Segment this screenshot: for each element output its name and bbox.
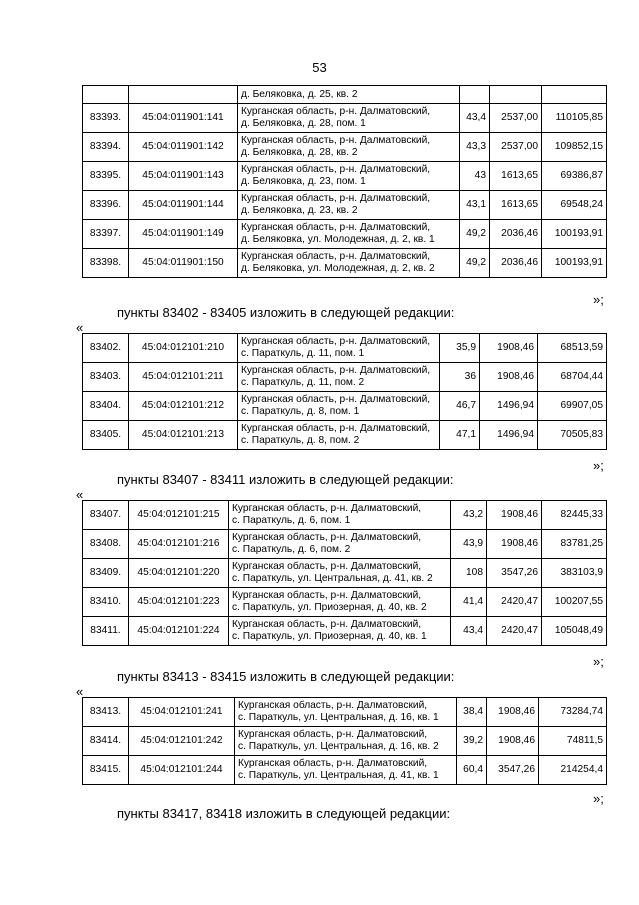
unit-price: 1496,94 [480,392,538,421]
address-line-1: Курганская область, р-н. Далматовский, [241,106,431,117]
cadastral-number: 45:04:011901:141 [129,104,238,133]
cadastral-number: 45:04:012101:242 [129,727,235,756]
address-line-1: Курганская область, р-н. Далматовский, [241,365,431,376]
register-table-2 [82,333,607,450]
row-number: 83393. [83,104,129,133]
area: 108 [451,559,487,588]
area: 36 [440,363,480,392]
cadastral-value: 68704,44 [538,363,607,392]
row-number: 83403. [83,363,129,392]
row-number: 83410. [83,588,129,617]
address-line-1: Курганская область, р-н. Далматовский, [232,503,422,514]
table-row [83,756,607,785]
table-row [83,727,607,756]
address [238,86,460,104]
unit-price: 1613,65 [490,191,542,220]
address-line-1: Курганская область, р-н. Далматовский, [241,135,431,146]
area: 49,2 [460,220,490,249]
cadastral-value: 70505,83 [538,421,607,450]
area: 43,1 [460,191,490,220]
cadastral-number: 45:04:012101:210 [129,334,238,363]
unit-price: 1496,94 [480,421,538,450]
table-row [83,104,607,133]
row-number: 83397. [83,220,129,249]
address-line-2: с. Параткуль, д. 6, пом. 2 [232,544,351,555]
row-number [83,86,129,104]
table-row [83,191,607,220]
table-row [83,698,607,727]
final-heading: пункты 83417, 83418 изложить в следующей редакции: [117,806,451,821]
cadastral-value [542,86,607,104]
cadastral-value: 105048,49 [542,617,607,646]
table-row [83,249,607,278]
address [238,162,460,191]
address-line-2: д. Беляковка, ул. Молодежная, д. 2, кв. 2 [241,263,435,274]
row-number: 83405. [83,421,129,450]
cadastral-value: 83781,25 [542,530,607,559]
table-row [83,588,607,617]
table-row [83,559,607,588]
table-row [83,501,607,530]
register-table-4 [82,697,607,785]
address [238,133,460,162]
table-row [83,392,607,421]
cadastral-number: 45:04:012101:244 [129,756,235,785]
open-quote: « [76,487,84,502]
row-number: 83402. [83,334,129,363]
area: 43,2 [451,501,487,530]
close-quote: »; [593,791,604,806]
address-line-2: с. Параткуль, ул. Приозерная, д. 40, кв. 2 [232,602,427,613]
cadastral-number: 45:04:011901:150 [129,249,238,278]
row-number: 83409. [83,559,129,588]
cadastral-number: 45:04:012101:224 [129,617,229,646]
row-number: 83396. [83,191,129,220]
unit-price: 1908,46 [487,530,542,559]
table-row [83,617,607,646]
cadastral-value: 110105,85 [542,104,607,133]
table-row [83,86,607,104]
area: 43,4 [451,617,487,646]
area: 60,4 [457,756,487,785]
cadastral-number: 45:04:012101:220 [129,559,229,588]
area: 38,4 [457,698,487,727]
address-line-2: с. Параткуль, д. 6, пом. 1 [232,515,351,526]
cadastral-value: 74811,5 [539,727,607,756]
row-number: 83398. [83,249,129,278]
close-quote: »; [593,654,604,669]
address-line-1: Курганская область, р-н. Далматовский, [241,394,431,405]
unit-price: 1908,46 [487,501,542,530]
area: 43 [460,162,490,191]
unit-price: 1613,65 [490,162,542,191]
address [229,617,451,646]
row-number: 83394. [83,133,129,162]
cadastral-value: 82445,33 [542,501,607,530]
row-number: 83395. [83,162,129,191]
cadastral-value: 69548,24 [542,191,607,220]
table-row [83,220,607,249]
cadastral-value: 69907,05 [538,392,607,421]
address [238,392,440,421]
area: 43,3 [460,133,490,162]
unit-price: 2420,47 [487,588,542,617]
unit-price: 2036,46 [490,220,542,249]
section-heading: пункты 83407 - 83411 изложить в следующей редакции: [117,472,454,487]
address [238,191,460,220]
unit-price: 1908,46 [487,727,539,756]
table-row [83,530,607,559]
address-line-1: Курганская область, р-н. Далматовский, [238,758,428,769]
address-line-2: д. Беляковка, д. 23, пом. 1 [241,176,366,187]
register-table-1 [82,85,607,278]
cadastral-value: 100207,55 [542,588,607,617]
close-quote: »; [593,292,604,307]
area: 46,7 [440,392,480,421]
cadastral-value: 109852,15 [542,133,607,162]
cadastral-number: 45:04:012101:223 [129,588,229,617]
unit-price: 1908,46 [487,698,539,727]
cadastral-number: 45:04:012101:216 [129,530,229,559]
unit-price: 2537,00 [490,104,542,133]
unit-price [490,86,542,104]
cadastral-value: 73284,74 [539,698,607,727]
row-number: 83407. [83,501,129,530]
row-number: 83411. [83,617,129,646]
row-number: 83414. [83,727,129,756]
area: 41,4 [451,588,487,617]
area: 49,2 [460,249,490,278]
table-row [83,133,607,162]
address [229,501,451,530]
cadastral-number: 45:04:012101:215 [129,501,229,530]
cadastral-number: 45:04:011901:142 [129,133,238,162]
cadastral-value: 69386,87 [542,162,607,191]
cadastral-number [129,86,238,104]
row-number: 83415. [83,756,129,785]
close-quote: »; [593,458,604,473]
address-line-2: с. Параткуль, ул. Центральная, д. 41, кв. 1 [238,770,439,781]
cadastral-value: 214254,4 [539,756,607,785]
address-line-2: с. Параткуль, д. 8, пом. 1 [241,406,360,417]
area: 39,2 [457,727,487,756]
table-row [83,162,607,191]
area: 47,1 [440,421,480,450]
address [229,559,451,588]
row-number: 83404. [83,392,129,421]
cadastral-number: 45:04:012101:212 [129,392,238,421]
address [235,698,457,727]
address-line-1: Курганская область, р-н. Далматовский, [232,561,422,572]
address-line-1: Курганская область, р-н. Далматовский, [232,590,422,601]
address [238,363,440,392]
open-quote: « [76,320,84,335]
unit-price: 2036,46 [490,249,542,278]
address-line-2: с. Параткуль, д. 8, пом. 2 [241,435,360,446]
area [460,86,490,104]
address-line-1: Курганская область, р-н. Далматовский, [241,336,431,347]
address-line-1: Курганская область, р-н. Далматовский, [241,423,431,434]
address [238,334,440,363]
row-number: 83413. [83,698,129,727]
unit-price: 2420,47 [487,617,542,646]
cadastral-number: 45:04:011901:144 [129,191,238,220]
address [238,421,440,450]
address-line-2: д. Беляковка, ул. Молодежная, д. 2, кв. 1 [241,234,435,245]
address-line-1: Курганская область, р-н. Далматовский, [232,619,422,630]
row-number: 83408. [83,530,129,559]
cadastral-value: 100193,91 [542,249,607,278]
address-line-2: д. Беляковка, д. 23, кв. 2 [241,205,358,216]
area: 35,9 [440,334,480,363]
address [229,530,451,559]
open-quote: « [76,684,84,699]
cadastral-number: 45:04:012101:241 [129,698,235,727]
cadastral-value: 383103,9 [542,559,607,588]
address [235,756,457,785]
address-line-1: Курганская область, р-н. Далматовский, [238,700,428,711]
area: 43,4 [460,104,490,133]
area: 43,9 [451,530,487,559]
address-line-1: Курганская область, р-н. Далматовский, [241,164,431,175]
unit-price: 1908,46 [480,334,538,363]
address-line-1: д. Беляковка, д. 25, кв. 2 [241,88,358,100]
cadastral-value: 100193,91 [542,220,607,249]
address-line-2: с. Параткуль, д. 11, пом. 2 [241,377,365,388]
unit-price: 1908,46 [480,363,538,392]
address [238,104,460,133]
address-line-2: д. Беляковка, д. 28, кв. 2 [241,147,358,158]
unit-price: 3547,26 [487,559,542,588]
address [238,220,460,249]
address [238,249,460,278]
unit-price: 2537,00 [490,133,542,162]
address-line-1: Курганская область, р-н. Далматовский, [241,251,431,262]
address-line-1: Курганская область, р-н. Далматовский, [232,532,422,543]
table-row [83,334,607,363]
address-line-2: с. Параткуль, ул. Приозерная, д. 40, кв. 1 [232,631,427,642]
address-line-2: с. Параткуль, ул. Центральная, д. 16, кв. 2 [238,741,439,752]
table-row [83,363,607,392]
address [235,727,457,756]
address-line-1: Курганская область, р-н. Далматовский, [241,222,431,233]
address-line-2: д. Беляковка, д. 28, пом. 1 [241,118,366,129]
section-heading: пункты 83413 - 83415 изложить в следующей редакции: [117,669,455,684]
address-line-2: с. Параткуль, ул. Центральная, д. 16, кв. 1 [238,712,439,723]
cadastral-number: 45:04:012101:213 [129,421,238,450]
page-number: 53 [312,60,327,75]
cadastral-number: 45:04:011901:149 [129,220,238,249]
address-line-2: с. Параткуль, ул. Центральная, д. 41, кв. 2 [232,573,433,584]
address [229,588,451,617]
table-row [83,421,607,450]
cadastral-number: 45:04:012101:211 [129,363,238,392]
address-line-2: с. Параткуль, д. 11, пом. 1 [241,348,365,359]
unit-price: 3547,26 [487,756,539,785]
register-table-3 [82,500,607,646]
address-line-1: Курганская область, р-н. Далматовский, [241,193,431,204]
cadastral-number: 45:04:011901:143 [129,162,238,191]
section-heading: пункты 83402 - 83405 изложить в следующей редакции: [117,305,455,320]
address-line-1: Курганская область, р-н. Далматовский, [238,729,428,740]
cadastral-value: 68513,59 [538,334,607,363]
